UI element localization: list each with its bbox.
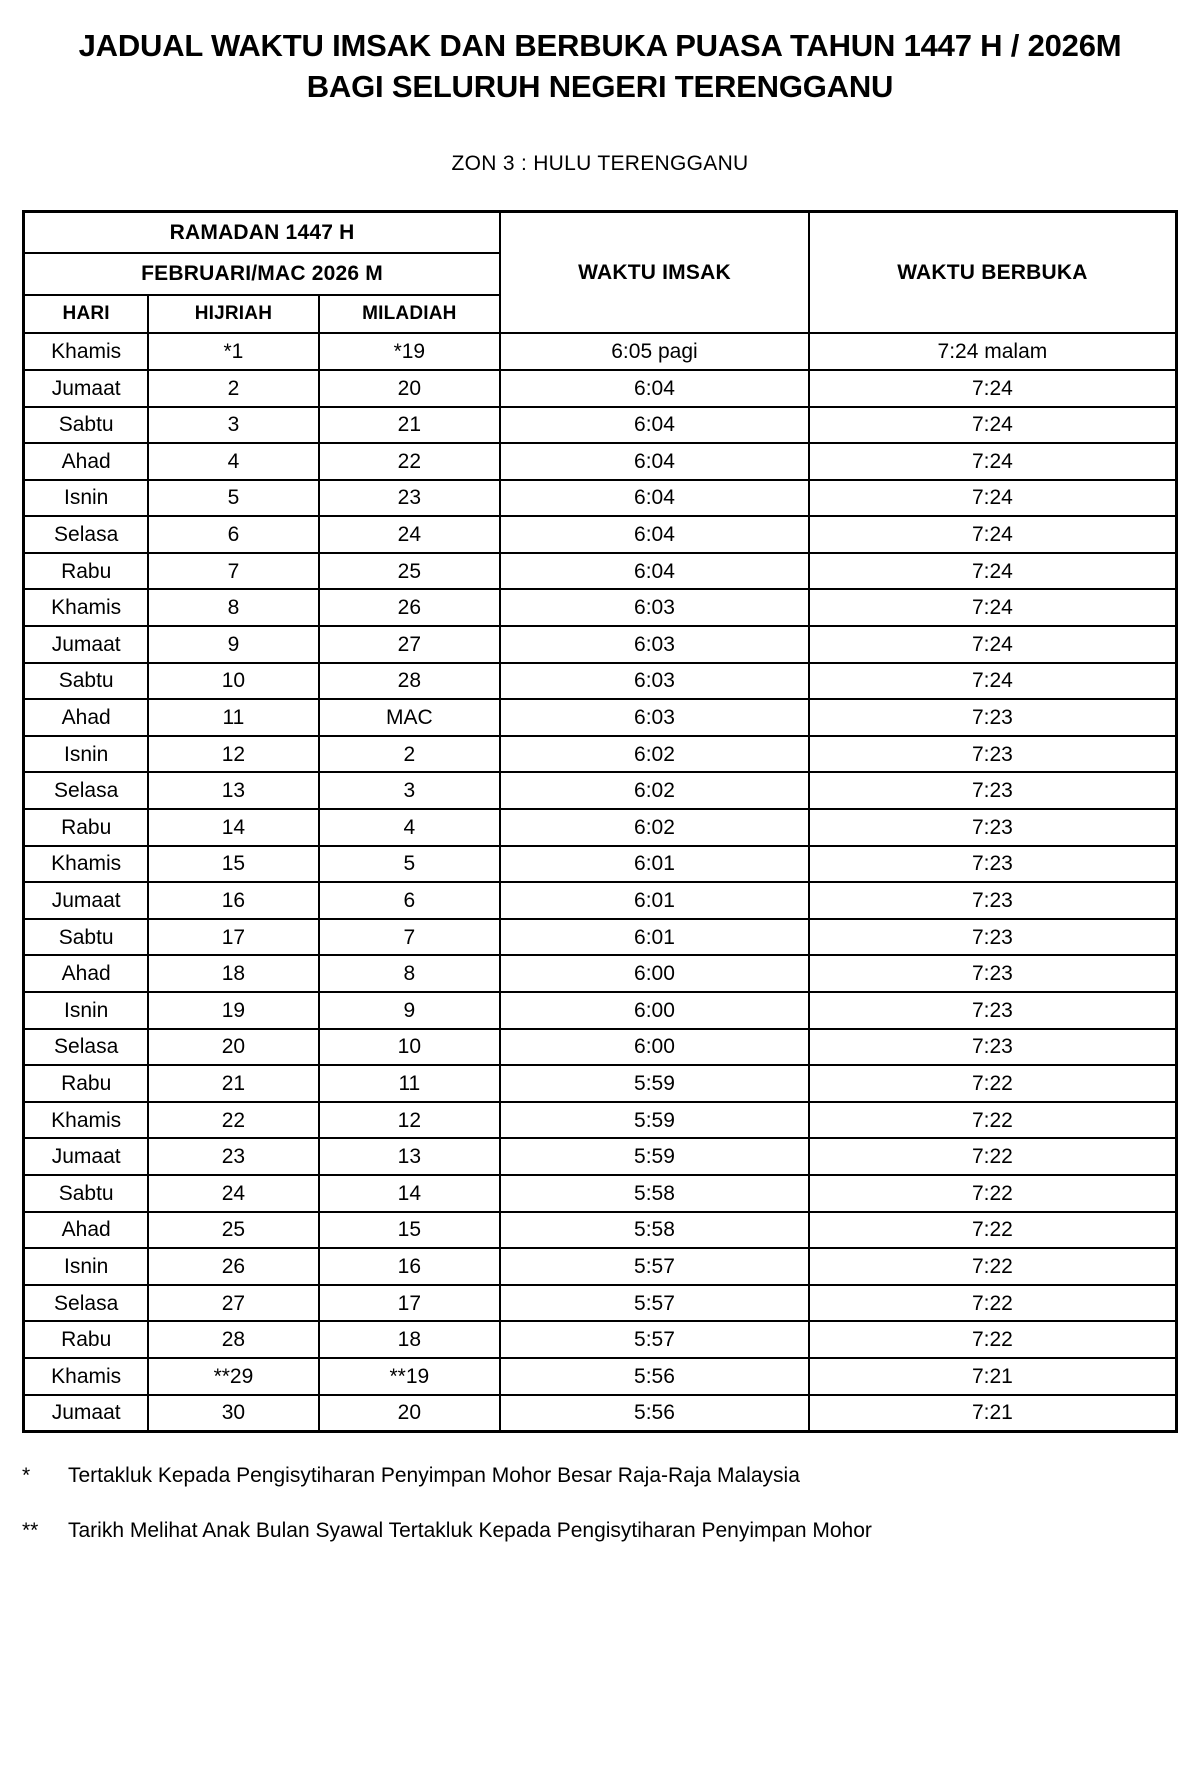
table-row <box>24 1321 1177 1358</box>
table-row <box>24 809 1177 846</box>
cell-hijriah: 9 <box>148 626 318 663</box>
footnotes <box>0 1463 1200 1543</box>
cell-miladiah: 16 <box>319 1248 501 1285</box>
table-row <box>24 1212 1177 1249</box>
cell-berbuka: 7:21 <box>809 1395 1177 1432</box>
cell-hijriah: 2 <box>148 370 318 407</box>
footnote-text: Tarikh Melihat Anak Bulan Syawal Tertakluk Kepada Pengisytiharan Penyimpan Mohor <box>68 1518 872 1542</box>
cell-hijriah: 22 <box>148 1102 318 1139</box>
footnote-text: Tertakluk Kepada Pengisytiharan Penyimpan Mohor Besar Raja-Raja Malaysia <box>68 1463 800 1487</box>
table-row <box>24 333 1177 370</box>
cell-hijriah: 25 <box>148 1212 318 1249</box>
cell-miladiah: MAC <box>319 699 501 736</box>
cell-hari: Sabtu <box>24 1175 149 1212</box>
cell-miladiah: 26 <box>319 589 501 626</box>
cell-miladiah: 15 <box>319 1212 501 1249</box>
table-row <box>24 1285 1177 1322</box>
cell-hari: Sabtu <box>24 407 149 444</box>
cell-hari: Khamis <box>24 846 149 883</box>
cell-miladiah: 22 <box>319 443 501 480</box>
cell-imsak: 5:57 <box>500 1248 809 1285</box>
cell-miladiah: 21 <box>319 407 501 444</box>
cell-miladiah: 27 <box>319 626 501 663</box>
cell-imsak: 6:01 <box>500 882 809 919</box>
cell-miladiah: **19 <box>319 1358 501 1395</box>
cell-hijriah: 11 <box>148 699 318 736</box>
header-hari: HARI <box>24 295 149 333</box>
cell-hari: Jumaat <box>24 1138 149 1175</box>
cell-hari: Isnin <box>24 992 149 1029</box>
cell-hari: Ahad <box>24 1212 149 1249</box>
cell-hijriah: 5 <box>148 480 318 517</box>
table-row <box>24 1138 1177 1175</box>
cell-berbuka: 7:24 <box>809 589 1177 626</box>
cell-imsak: 6:01 <box>500 846 809 883</box>
page-title-line-2: BAGI SELURUH NEGERI TERENGGANU <box>306 68 894 104</box>
cell-hari: Khamis <box>24 589 149 626</box>
cell-hijriah: 15 <box>148 846 318 883</box>
cell-berbuka: 7:22 <box>809 1175 1177 1212</box>
cell-hari: Sabtu <box>24 663 149 700</box>
zone-subtitle: ZON 3 : HULU TERENGGANU <box>451 151 749 175</box>
cell-imsak: 5:56 <box>500 1358 809 1395</box>
table-header <box>24 211 1177 333</box>
cell-miladiah: 28 <box>319 663 501 700</box>
table-row <box>24 516 1177 553</box>
cell-hari: Selasa <box>24 1285 149 1322</box>
cell-miladiah: 6 <box>319 882 501 919</box>
cell-berbuka: 7:22 <box>809 1321 1177 1358</box>
cell-hijriah: 4 <box>148 443 318 480</box>
cell-miladiah: 13 <box>319 1138 501 1175</box>
cell-miladiah: 18 <box>319 1321 501 1358</box>
cell-hijriah: 17 <box>148 919 318 956</box>
cell-berbuka: 7:24 <box>809 443 1177 480</box>
document-header <box>0 0 1200 108</box>
cell-hari: Selasa <box>24 516 149 553</box>
cell-hijriah: 24 <box>148 1175 318 1212</box>
cell-berbuka: 7:23 <box>809 1029 1177 1066</box>
cell-imsak: 5:57 <box>500 1321 809 1358</box>
table-row <box>24 1029 1177 1066</box>
cell-berbuka: 7:23 <box>809 736 1177 773</box>
cell-hijriah: 28 <box>148 1321 318 1358</box>
cell-imsak: 6:03 <box>500 589 809 626</box>
cell-berbuka: 7:24 <box>809 663 1177 700</box>
cell-hari: Khamis <box>24 1102 149 1139</box>
cell-imsak: 6:04 <box>500 516 809 553</box>
cell-miladiah: 8 <box>319 955 501 992</box>
cell-imsak: 6:04 <box>500 443 809 480</box>
cell-imsak: 6:02 <box>500 772 809 809</box>
cell-hijriah: 19 <box>148 992 318 1029</box>
table-row <box>24 370 1177 407</box>
cell-imsak: 6:01 <box>500 919 809 956</box>
cell-hijriah: 3 <box>148 407 318 444</box>
cell-hijriah: 16 <box>148 882 318 919</box>
cell-berbuka: 7:23 <box>809 846 1177 883</box>
cell-imsak: 5:59 <box>500 1065 809 1102</box>
table-row <box>24 626 1177 663</box>
cell-hari: Rabu <box>24 1321 149 1358</box>
cell-imsak: 5:59 <box>500 1102 809 1139</box>
cell-berbuka: 7:22 <box>809 1102 1177 1139</box>
cell-hijriah: 26 <box>148 1248 318 1285</box>
table-row <box>24 663 1177 700</box>
cell-berbuka: 7:22 <box>809 1248 1177 1285</box>
cell-berbuka: 7:23 <box>809 772 1177 809</box>
footnote-item <box>22 1518 1178 1543</box>
cell-hari: Khamis <box>24 333 149 370</box>
header-waktu-imsak: WAKTU IMSAK <box>500 211 809 333</box>
cell-berbuka: 7:24 malam <box>809 333 1177 370</box>
prayer-schedule-table <box>22 210 1178 1433</box>
table-row <box>24 553 1177 590</box>
cell-hijriah: 23 <box>148 1138 318 1175</box>
cell-imsak: 6:00 <box>500 992 809 1029</box>
cell-hijriah: 13 <box>148 772 318 809</box>
cell-hari: Jumaat <box>24 1395 149 1432</box>
cell-miladiah: 10 <box>319 1029 501 1066</box>
cell-berbuka: 7:22 <box>809 1065 1177 1102</box>
cell-hari: Ahad <box>24 699 149 736</box>
table-row <box>24 480 1177 517</box>
cell-hijriah: 27 <box>148 1285 318 1322</box>
cell-hari: Ahad <box>24 955 149 992</box>
cell-miladiah: 20 <box>319 370 501 407</box>
cell-hijriah: 20 <box>148 1029 318 1066</box>
cell-imsak: 6:02 <box>500 809 809 846</box>
footnote-item <box>22 1463 1178 1488</box>
table-row <box>24 699 1177 736</box>
table-row <box>24 736 1177 773</box>
cell-hari: Selasa <box>24 1029 149 1066</box>
cell-hari: Rabu <box>24 553 149 590</box>
table-row <box>24 589 1177 626</box>
header-waktu-berbuka: WAKTU BERBUKA <box>809 211 1177 333</box>
header-hijriah: HIJRIAH <box>148 295 318 333</box>
cell-imsak: 6:05 pagi <box>500 333 809 370</box>
cell-berbuka: 7:24 <box>809 480 1177 517</box>
cell-imsak: 6:04 <box>500 480 809 517</box>
table-row <box>24 992 1177 1029</box>
cell-imsak: 6:03 <box>500 699 809 736</box>
cell-berbuka: 7:23 <box>809 919 1177 956</box>
cell-hijriah: 12 <box>148 736 318 773</box>
cell-miladiah: 4 <box>319 809 501 846</box>
cell-hari: Rabu <box>24 1065 149 1102</box>
table-row <box>24 1065 1177 1102</box>
cell-miladiah: 3 <box>319 772 501 809</box>
cell-hijriah: 21 <box>148 1065 318 1102</box>
cell-hari: Jumaat <box>24 626 149 663</box>
cell-hari: Khamis <box>24 1358 149 1395</box>
cell-miladiah: 20 <box>319 1395 501 1432</box>
cell-imsak: 6:00 <box>500 955 809 992</box>
cell-hijriah: 7 <box>148 553 318 590</box>
cell-berbuka: 7:21 <box>809 1358 1177 1395</box>
cell-hari: Ahad <box>24 443 149 480</box>
table-row <box>24 443 1177 480</box>
table-row <box>24 407 1177 444</box>
cell-berbuka: 7:24 <box>809 370 1177 407</box>
cell-imsak: 6:04 <box>500 407 809 444</box>
cell-miladiah: 7 <box>319 919 501 956</box>
cell-berbuka: 7:22 <box>809 1138 1177 1175</box>
cell-berbuka: 7:23 <box>809 955 1177 992</box>
table-row <box>24 1395 1177 1432</box>
cell-berbuka: 7:24 <box>809 553 1177 590</box>
cell-berbuka: 7:24 <box>809 516 1177 553</box>
cell-berbuka: 7:23 <box>809 699 1177 736</box>
cell-miladiah: 12 <box>319 1102 501 1139</box>
cell-berbuka: 7:24 <box>809 407 1177 444</box>
cell-hijriah: 30 <box>148 1395 318 1432</box>
cell-miladiah: 11 <box>319 1065 501 1102</box>
cell-hari: Isnin <box>24 1248 149 1285</box>
footnote-marker: ** <box>22 1518 39 1542</box>
cell-hijriah: **29 <box>148 1358 318 1395</box>
schedule-table-container <box>0 210 1200 1433</box>
cell-hari: Selasa <box>24 772 149 809</box>
cell-berbuka: 7:23 <box>809 809 1177 846</box>
page-title-line-1: JADUAL WAKTU IMSAK DAN BERBUKA PUASA TAHUN 1447 H / 2026M <box>78 28 1122 63</box>
cell-imsak: 6:03 <box>500 626 809 663</box>
cell-berbuka: 7:24 <box>809 626 1177 663</box>
cell-miladiah: 25 <box>319 553 501 590</box>
cell-imsak: 5:56 <box>500 1395 809 1432</box>
cell-imsak: 5:59 <box>500 1138 809 1175</box>
cell-imsak: 5:57 <box>500 1285 809 1322</box>
cell-imsak: 6:02 <box>500 736 809 773</box>
header-row-hijri-month <box>24 211 1177 253</box>
cell-hari: Isnin <box>24 736 149 773</box>
table-row <box>24 846 1177 883</box>
cell-miladiah: 9 <box>319 992 501 1029</box>
cell-imsak: 5:58 <box>500 1212 809 1249</box>
cell-berbuka: 7:22 <box>809 1285 1177 1322</box>
cell-hari: Rabu <box>24 809 149 846</box>
cell-miladiah: 23 <box>319 480 501 517</box>
table-row <box>24 1358 1177 1395</box>
cell-hijriah: 8 <box>148 589 318 626</box>
cell-berbuka: 7:23 <box>809 992 1177 1029</box>
cell-hijriah: 14 <box>148 809 318 846</box>
cell-hari: Jumaat <box>24 370 149 407</box>
cell-miladiah: 24 <box>319 516 501 553</box>
cell-hijriah: 18 <box>148 955 318 992</box>
table-row <box>24 1102 1177 1139</box>
footnote-marker: * <box>22 1463 31 1487</box>
cell-miladiah: 2 <box>319 736 501 773</box>
cell-berbuka: 7:23 <box>809 882 1177 919</box>
table-body <box>24 333 1177 1431</box>
cell-hijriah: *1 <box>148 333 318 370</box>
header-ramadan-year: RAMADAN 1447 H <box>24 211 501 253</box>
table-row <box>24 882 1177 919</box>
cell-imsak: 5:58 <box>500 1175 809 1212</box>
table-row <box>24 919 1177 956</box>
cell-miladiah: 17 <box>319 1285 501 1322</box>
cell-berbuka: 7:22 <box>809 1212 1177 1249</box>
cell-miladiah: 5 <box>319 846 501 883</box>
table-row <box>24 955 1177 992</box>
cell-imsak: 6:00 <box>500 1029 809 1066</box>
header-gregorian-months: FEBRUARI/MAC 2026 M <box>24 253 501 295</box>
table-row <box>24 1248 1177 1285</box>
cell-hari: Jumaat <box>24 882 149 919</box>
cell-hijriah: 6 <box>148 516 318 553</box>
table-row <box>24 1175 1177 1212</box>
header-miladiah: MILADIAH <box>319 295 501 333</box>
cell-hari: Isnin <box>24 480 149 517</box>
cell-imsak: 6:04 <box>500 553 809 590</box>
cell-hijriah: 10 <box>148 663 318 700</box>
cell-miladiah: *19 <box>319 333 501 370</box>
cell-imsak: 6:03 <box>500 663 809 700</box>
cell-miladiah: 14 <box>319 1175 501 1212</box>
cell-imsak: 6:04 <box>500 370 809 407</box>
table-row <box>24 772 1177 809</box>
cell-hari: Sabtu <box>24 919 149 956</box>
